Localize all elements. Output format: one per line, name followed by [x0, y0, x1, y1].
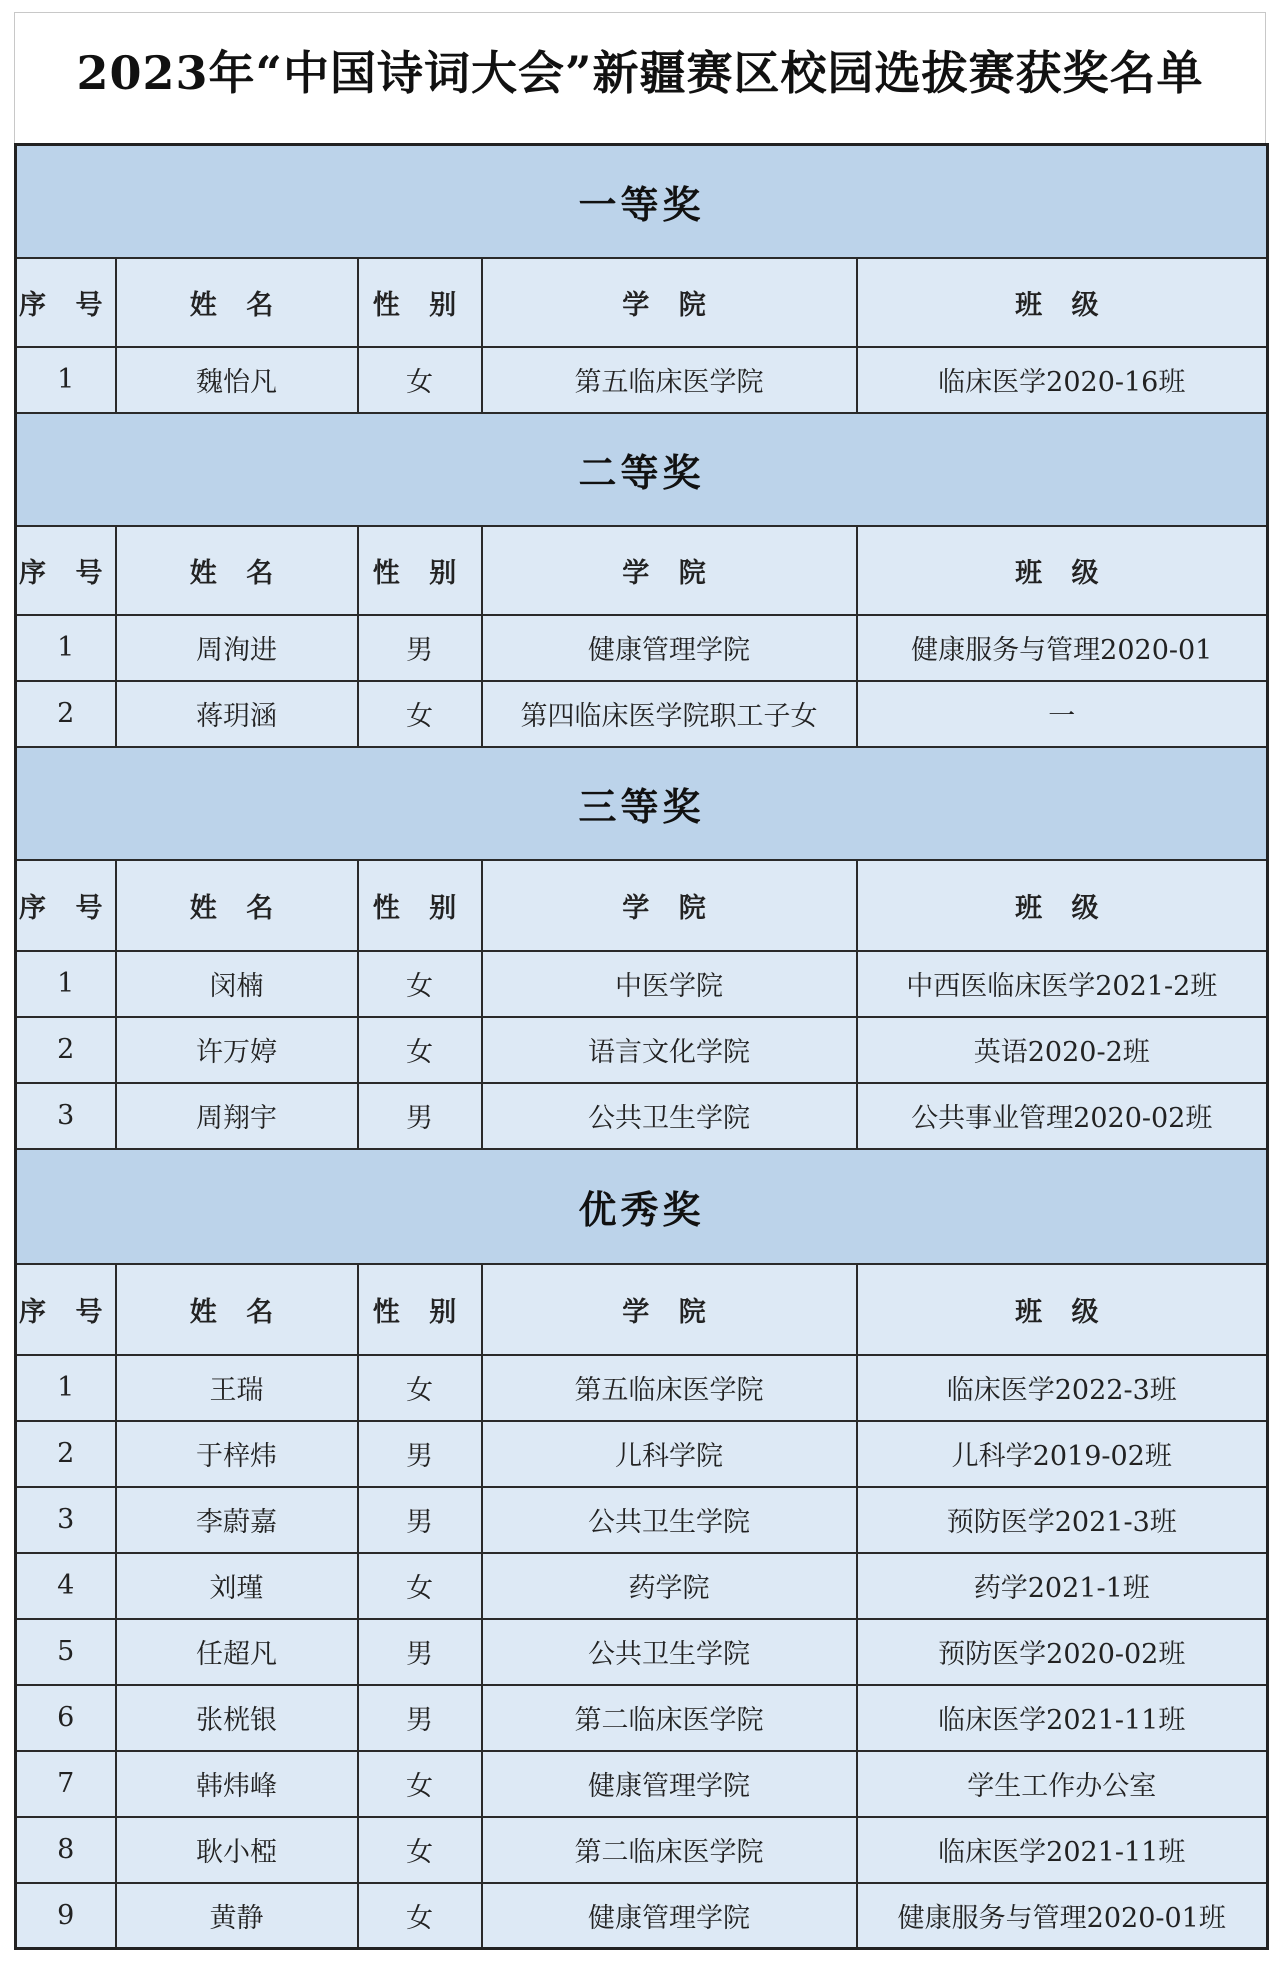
header-college: 学 院 [482, 258, 857, 347]
column-header-row [16, 860, 1268, 951]
header-gender: 性 别 [358, 526, 482, 615]
cell-index: 1 [16, 347, 116, 413]
header-name: 姓 名 [116, 860, 358, 951]
title-spacer [14, 110, 1266, 143]
table-row [16, 1421, 1268, 1487]
cell-class: 健康服务与管理2020-01 [857, 615, 1268, 681]
table-row [16, 615, 1268, 681]
header-name: 姓 名 [116, 1264, 358, 1355]
cell-college: 公共卫生学院 [482, 1487, 857, 1553]
cell-gender: 男 [358, 1083, 482, 1149]
cell-class: 临床医学2022-3班 [857, 1355, 1268, 1421]
cell-gender: 女 [358, 1355, 482, 1421]
header-gender: 性 别 [358, 1264, 482, 1355]
table-row [16, 1619, 1268, 1685]
table-row [16, 1487, 1268, 1553]
cell-gender: 女 [358, 1017, 482, 1083]
cell-college: 语言文化学院 [482, 1017, 857, 1083]
cell-gender: 男 [358, 1421, 482, 1487]
cell-class: 学生工作办公室 [857, 1751, 1268, 1817]
cell-college: 健康管理学院 [482, 1883, 857, 1949]
cell-name: 蒋玥涵 [116, 681, 358, 747]
cell-class: 儿科学2019-02班 [857, 1421, 1268, 1487]
cell-college: 公共卫生学院 [482, 1083, 857, 1149]
column-header-row [16, 258, 1268, 347]
header-index: 序 号 [16, 1264, 116, 1355]
cell-class: 英语2020-2班 [857, 1017, 1268, 1083]
cell-name: 黄静 [116, 1883, 358, 1949]
table-row [16, 951, 1268, 1017]
cell-class: 一 [857, 681, 1268, 747]
header-gender: 性 别 [358, 860, 482, 951]
cell-college: 第五临床医学院 [482, 347, 857, 413]
cell-college: 健康管理学院 [482, 1751, 857, 1817]
cell-name: 周洵进 [116, 615, 358, 681]
table-row [16, 681, 1268, 747]
header-class: 班 级 [857, 526, 1268, 615]
cell-index: 3 [16, 1487, 116, 1553]
section-title: 二等奖 [16, 413, 1268, 526]
header-index: 序 号 [16, 258, 116, 347]
cell-class: 中西医临床医学2021-2班 [857, 951, 1268, 1017]
cell-name: 张桄银 [116, 1685, 358, 1751]
cell-index: 1 [16, 1355, 116, 1421]
cell-college: 第五临床医学院 [482, 1355, 857, 1421]
table-row [16, 1751, 1268, 1817]
cell-gender: 女 [358, 347, 482, 413]
cell-gender: 男 [358, 1619, 482, 1685]
cell-index: 7 [16, 1751, 116, 1817]
cell-index: 2 [16, 1017, 116, 1083]
cell-gender: 男 [358, 615, 482, 681]
column-header-row [16, 526, 1268, 615]
section-header [16, 747, 1268, 860]
cell-college: 儿科学院 [482, 1421, 857, 1487]
cell-gender: 女 [358, 1553, 482, 1619]
cell-index: 5 [16, 1619, 116, 1685]
cell-college: 中医学院 [482, 951, 857, 1017]
header-gender: 性 别 [358, 258, 482, 347]
table-row [16, 1083, 1268, 1149]
header-name: 姓 名 [116, 258, 358, 347]
cell-gender: 女 [358, 1817, 482, 1883]
cell-name: 魏怡凡 [116, 347, 358, 413]
header-college: 学 院 [482, 526, 857, 615]
cell-college: 药学院 [482, 1553, 857, 1619]
header-class: 班 级 [857, 860, 1268, 951]
cell-gender: 男 [358, 1685, 482, 1751]
table-row [16, 1355, 1268, 1421]
cell-index: 4 [16, 1553, 116, 1619]
cell-index: 9 [16, 1883, 116, 1949]
cell-class: 公共事业管理2020-02班 [857, 1083, 1268, 1149]
cell-class: 临床医学2021-11班 [857, 1685, 1268, 1751]
header-class: 班 级 [857, 1264, 1268, 1355]
table-row [16, 1817, 1268, 1883]
cell-gender: 男 [358, 1487, 482, 1553]
cell-class: 临床医学2021-11班 [857, 1817, 1268, 1883]
cell-name: 周翔宇 [116, 1083, 358, 1149]
cell-index: 1 [16, 951, 116, 1017]
header-college: 学 院 [482, 1264, 857, 1355]
cell-name: 任超凡 [116, 1619, 358, 1685]
cell-name: 刘瑾 [116, 1553, 358, 1619]
page-title: 2023年“中国诗词大会”新疆赛区校园选拔赛获奖名单 [76, 46, 1204, 100]
column-header-row [16, 1264, 1268, 1355]
cell-college: 公共卫生学院 [482, 1619, 857, 1685]
cell-index: 3 [16, 1083, 116, 1149]
cell-name: 于梓炜 [116, 1421, 358, 1487]
header-name: 姓 名 [116, 526, 358, 615]
cell-class: 预防医学2020-02班 [857, 1619, 1268, 1685]
section-title: 三等奖 [16, 747, 1268, 860]
cell-name: 闵楠 [116, 951, 358, 1017]
section-title: 优秀奖 [16, 1149, 1268, 1264]
cell-index: 2 [16, 681, 116, 747]
header-class: 班 级 [857, 258, 1268, 347]
cell-index: 2 [16, 1421, 116, 1487]
award-table [14, 143, 1269, 1950]
cell-name: 王瑞 [116, 1355, 358, 1421]
cell-class: 临床医学2020-16班 [857, 347, 1268, 413]
section-header [16, 1149, 1268, 1264]
section-header [16, 145, 1268, 258]
cell-class: 预防医学2021-3班 [857, 1487, 1268, 1553]
cell-class: 健康服务与管理2020-01班 [857, 1883, 1268, 1949]
section-header [16, 413, 1268, 526]
title-box [14, 12, 1266, 110]
table-row [16, 1553, 1268, 1619]
header-index: 序 号 [16, 860, 116, 951]
table-row [16, 1017, 1268, 1083]
cell-college: 健康管理学院 [482, 615, 857, 681]
cell-class: 药学2021-1班 [857, 1553, 1268, 1619]
cell-index: 1 [16, 615, 116, 681]
cell-name: 许万婷 [116, 1017, 358, 1083]
cell-name: 李蔚嘉 [116, 1487, 358, 1553]
cell-gender: 女 [358, 1883, 482, 1949]
cell-college: 第四临床医学院职工子女 [482, 681, 857, 747]
cell-gender: 女 [358, 681, 482, 747]
header-college: 学 院 [482, 860, 857, 951]
table-row [16, 1883, 1268, 1949]
table-row [16, 1685, 1268, 1751]
section-title: 一等奖 [16, 145, 1268, 258]
cell-name: 韩炜峰 [116, 1751, 358, 1817]
header-index: 序 号 [16, 526, 116, 615]
cell-index: 6 [16, 1685, 116, 1751]
cell-college: 第二临床医学院 [482, 1685, 857, 1751]
award-table-body [16, 145, 1268, 1949]
cell-college: 第二临床医学院 [482, 1817, 857, 1883]
cell-name: 耿小椏 [116, 1817, 358, 1883]
table-row [16, 347, 1268, 413]
cell-index: 8 [16, 1817, 116, 1883]
cell-gender: 女 [358, 951, 482, 1017]
cell-gender: 女 [358, 1751, 482, 1817]
